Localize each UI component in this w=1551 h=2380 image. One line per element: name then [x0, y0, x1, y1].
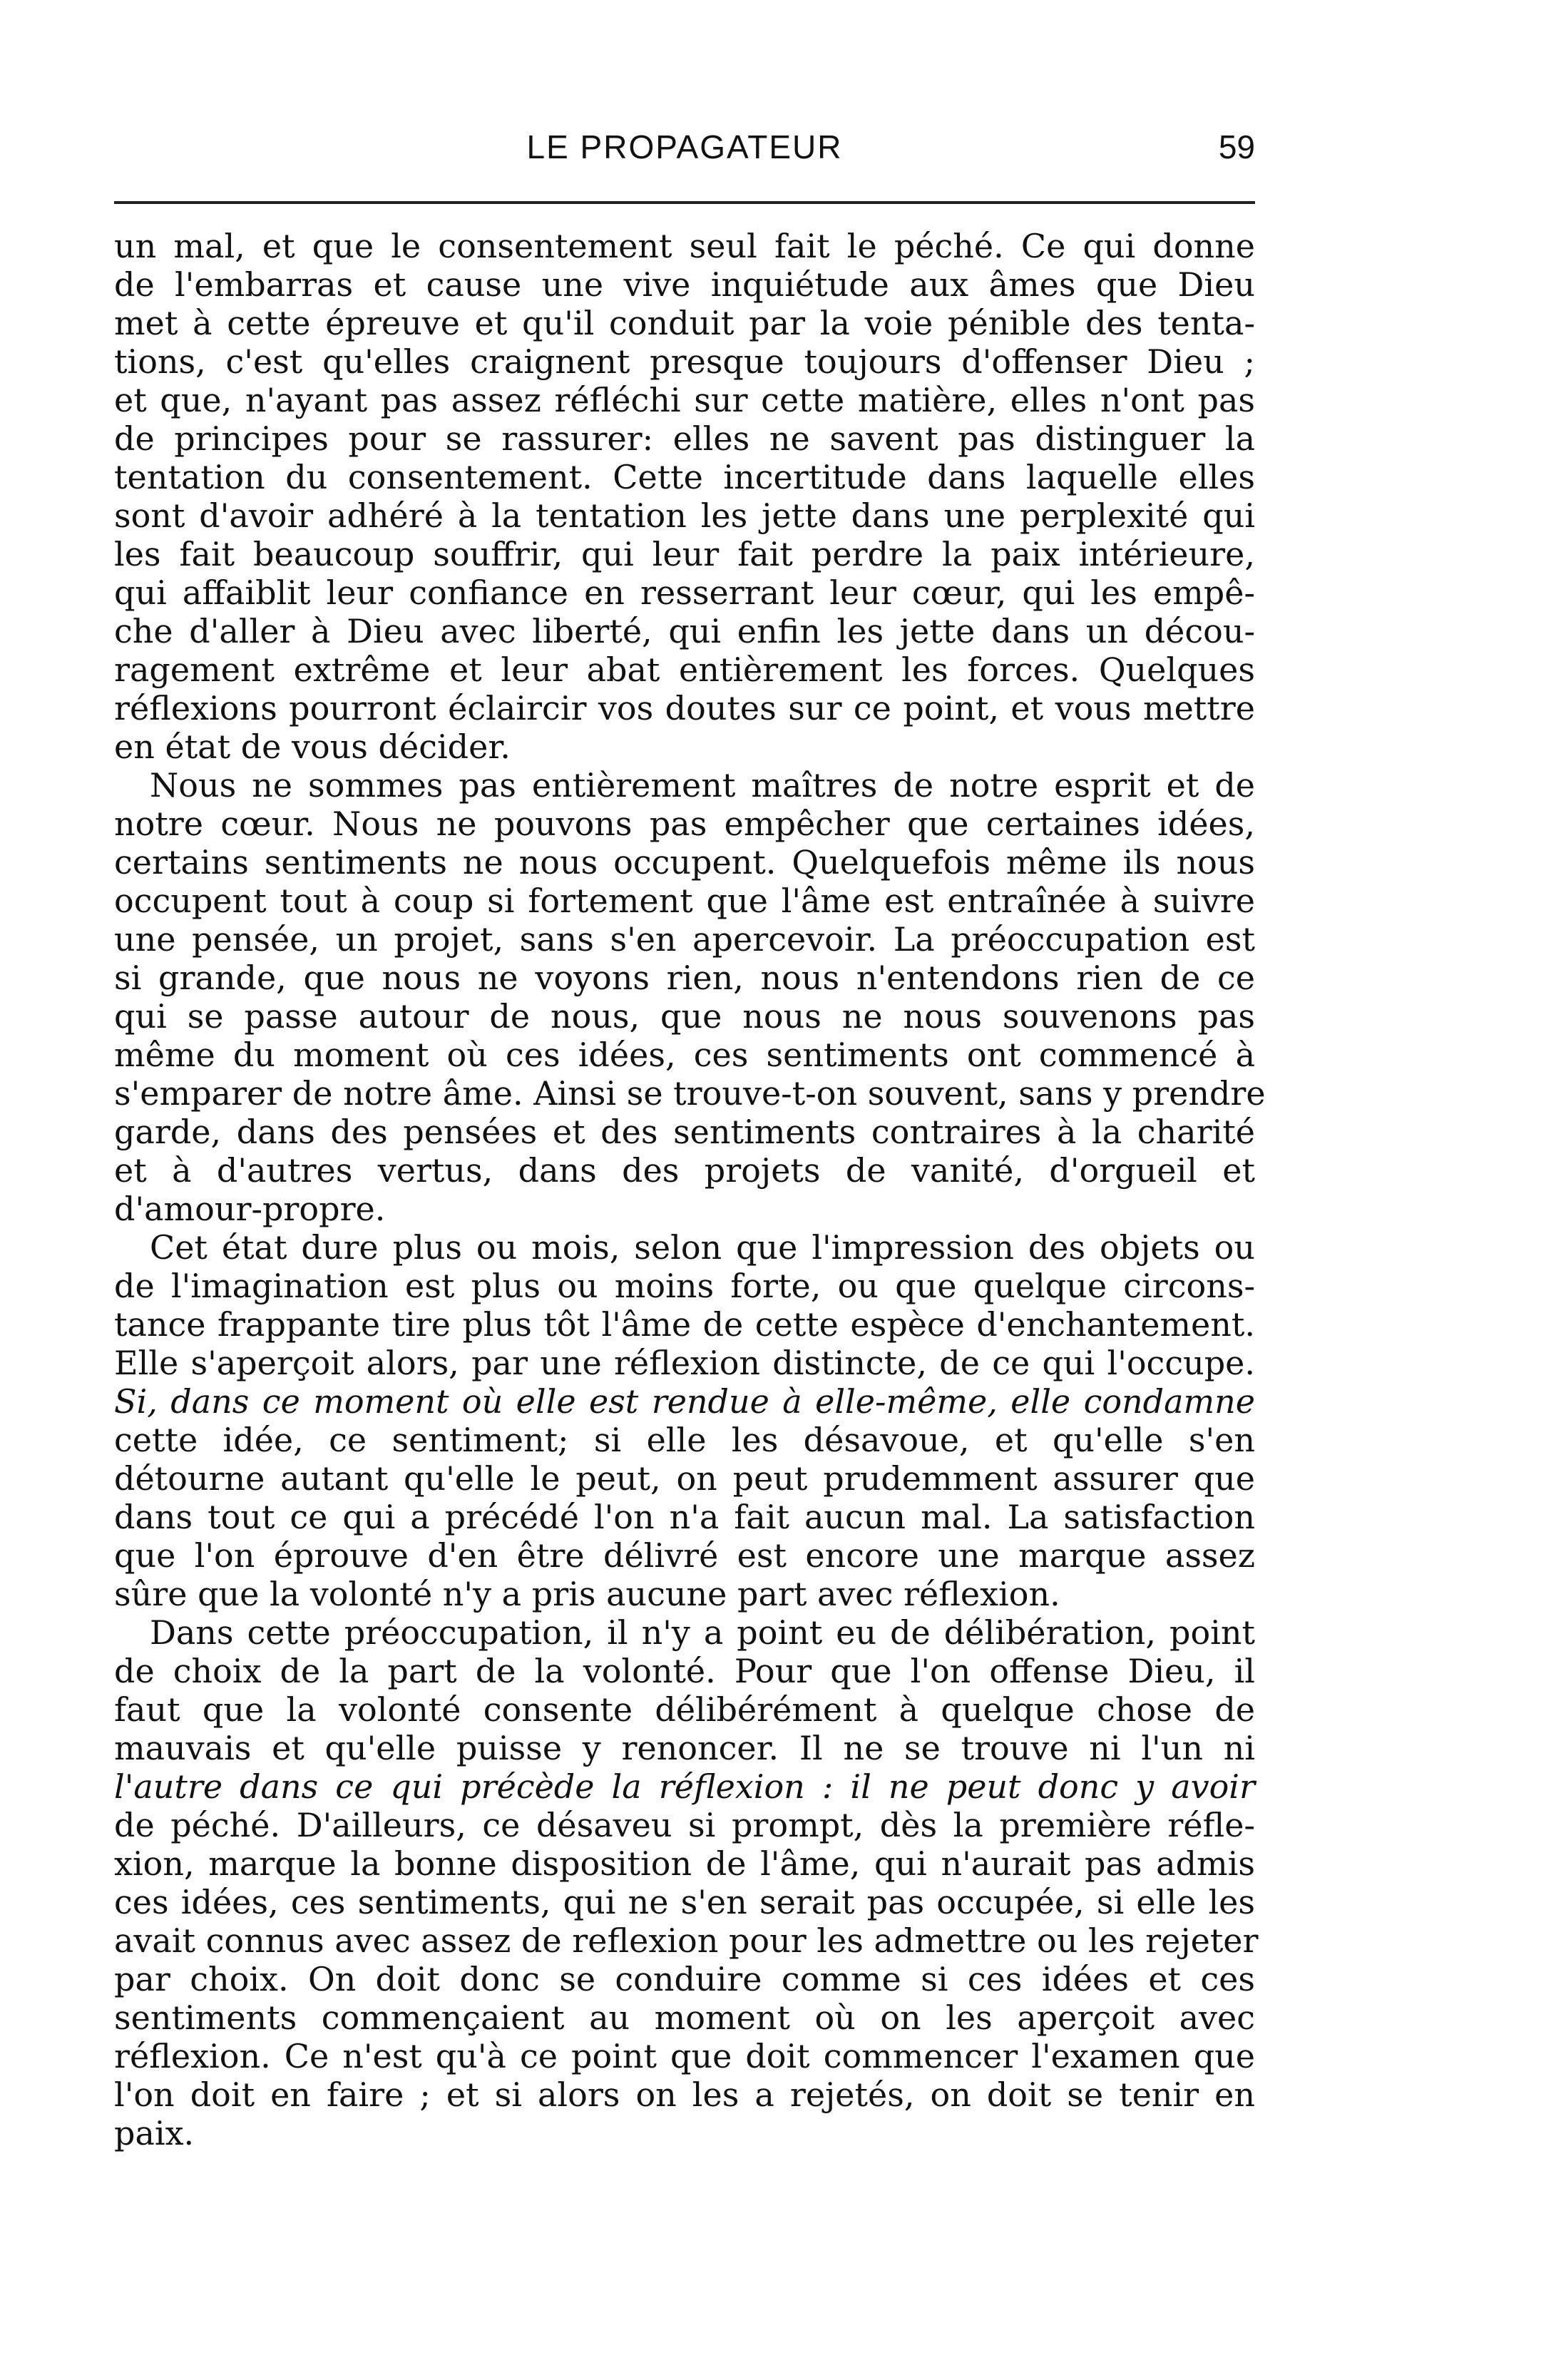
text-line: en état de vous décider.	[114, 727, 511, 766]
text-line: dans tout ce qui a précédé l'on n'a fait aucun mal. La satisfaction	[114, 1498, 1255, 1536]
text-line: qui se passe autour de nous, que nous ne nous souvenons pas	[114, 997, 1255, 1036]
text-line: et à d'autres vertus, dans des projets de vanité, d'orgueil et	[114, 1151, 1255, 1190]
text-line: xion, marque la bonne disposition de l'âme, qui n'aurait pas admis	[114, 1844, 1255, 1883]
text-line: même du moment où ces idées, ces sentiments ont commencé à	[114, 1036, 1255, 1074]
text-line: garde, dans des pensées et des sentiments contraires à la charité	[114, 1113, 1255, 1151]
text-line: les fait beaucoup souffrir, qui leur fait perdre la paix intérieure,	[114, 535, 1255, 573]
text-line: une pensée, un projet, sans s'en apercevoir. La préoccupation est	[114, 920, 1255, 959]
text-line: de péché. D'ailleurs, ce désaveu si prompt, dès la première réfle-	[114, 1806, 1255, 1844]
text-line: détourne autant qu'elle le peut, on peut prudemment assurer que	[114, 1459, 1255, 1498]
text-line: un mal, et que le consentement seul fait le péché. Ce qui donne	[114, 227, 1255, 265]
text-line: tions, c'est qu'elles craignent presque toujours d'offenser Dieu ;	[114, 342, 1255, 381]
running-head	[114, 126, 1255, 168]
text-line: qui affaiblit leur confiance en resserrant leur cœur, qui les empê-	[114, 573, 1255, 612]
body-text	[114, 227, 1266, 2152]
header-rule	[114, 201, 1255, 204]
text-line: tance frappante tire plus tôt l'âme de cette espèce d'enchantement.	[114, 1305, 1255, 1344]
text-line: occupent tout à coup si fortement que l'âme est entraînée à suivre	[114, 882, 1255, 920]
text-line: avait connus avec assez de reflexion pour les admettre ou les rejeter	[114, 1921, 1259, 1960]
text-line: tentation du consentement. Cette incertitude dans laquelle elles	[114, 458, 1255, 496]
text-line: paix.	[114, 2114, 195, 2152]
text-line: ces idées, ces sentiments, qui ne s'en serait pas occupée, si elle les	[114, 1883, 1255, 1921]
text-line: que l'on éprouve d'en être délivré est encore une marque assez	[114, 1536, 1255, 1575]
text-line: l'on doit en faire ; et si alors on les a rejetés, on doit se tenir en	[114, 2075, 1255, 2114]
text-line: de l'embarras et cause une vive inquiétude aux âmes que Dieu	[114, 265, 1255, 304]
text-line: sont d'avoir adhéré à la tentation les jette dans une perplexité qui	[114, 496, 1255, 535]
page-number: 59	[1218, 128, 1255, 165]
text-line: Cet état dure plus ou mois, selon que l'impression des objets ou	[150, 1228, 1255, 1267]
paragraph-3	[114, 1228, 1255, 1613]
text-line: Nous ne sommes pas entièrement maîtres de notre esprit et de	[150, 766, 1255, 805]
text-line: sûre que la volonté n'y a pris aucune part avec réflexion.	[114, 1575, 1060, 1613]
text-line: réflexion. Ce n'est qu'à ce point que doit commencer l'examen que	[114, 2037, 1255, 2075]
text-line: mauvais et qu'elle puisse y renoncer. Il ne se trouve ni l'un ni	[114, 1729, 1255, 1767]
text-line: sentiments commençaient au moment où on les aperçoit avec	[114, 1998, 1255, 2037]
text-line: s'emparer de notre âme. Ainsi se trouve-t-on souvent, sans y prendre	[114, 1074, 1266, 1113]
text-line: che d'aller à Dieu avec liberté, qui enfin les jette dans un décou-	[114, 612, 1255, 650]
text-line: met à cette épreuve et qu'il conduit par la voie pénible des tenta-	[114, 304, 1255, 342]
text-line: cette idée, ce sentiment; si elle les désavoue, et qu'elle s'en	[114, 1421, 1255, 1459]
text-line: Elle s'aperçoit alors, par une réflexion distincte, de ce qui l'occupe.	[114, 1344, 1255, 1382]
text-line: faut que la volonté consente délibérément à quelque chose de	[114, 1690, 1255, 1729]
text-line: de l'imagination est plus ou moins forte, ou que quelque circons-	[114, 1267, 1255, 1305]
text-line: de choix de la part de la volonté. Pour que l'on offense Dieu, il	[114, 1652, 1255, 1690]
text-line: l'autre dans ce qui précède la réflexion : il ne peut donc y avoir	[114, 1767, 1255, 1806]
text-line: par choix. On doit donc se conduire comme si ces idées et ces	[114, 1960, 1255, 1998]
text-line: ragement extrême et leur abat entièrement les forces. Quelques	[114, 650, 1255, 689]
text-line: de principes pour se rassurer: elles ne savent pas distinguer la	[114, 419, 1255, 458]
paragraph-4	[114, 1613, 1259, 2152]
running-title: LE PROPAGATEUR	[526, 128, 843, 165]
text-line: notre cœur. Nous ne pouvons pas empêcher que certaines idées,	[114, 805, 1255, 843]
paragraph-2	[114, 766, 1266, 1228]
paragraph-1	[114, 227, 1255, 766]
text-line: certains sentiments ne nous occupent. Quelquefois même ils nous	[114, 843, 1255, 882]
text-line: réflexions pourront éclaircir vos doutes sur ce point, et vous mettre	[114, 689, 1255, 727]
text-line: d'amour-propre.	[114, 1190, 386, 1228]
text-line: si grande, que nous ne voyons rien, nous n'entendons rien de ce	[114, 959, 1255, 997]
text-line: Si, dans ce moment où elle est rendue à elle-même, elle condamne	[114, 1382, 1255, 1421]
text-line: et que, n'ayant pas assez réfléchi sur cette matière, elles n'ont pas	[114, 381, 1255, 419]
text-line: Dans cette préoccupation, il n'y a point eu de délibération, point	[150, 1613, 1255, 1652]
